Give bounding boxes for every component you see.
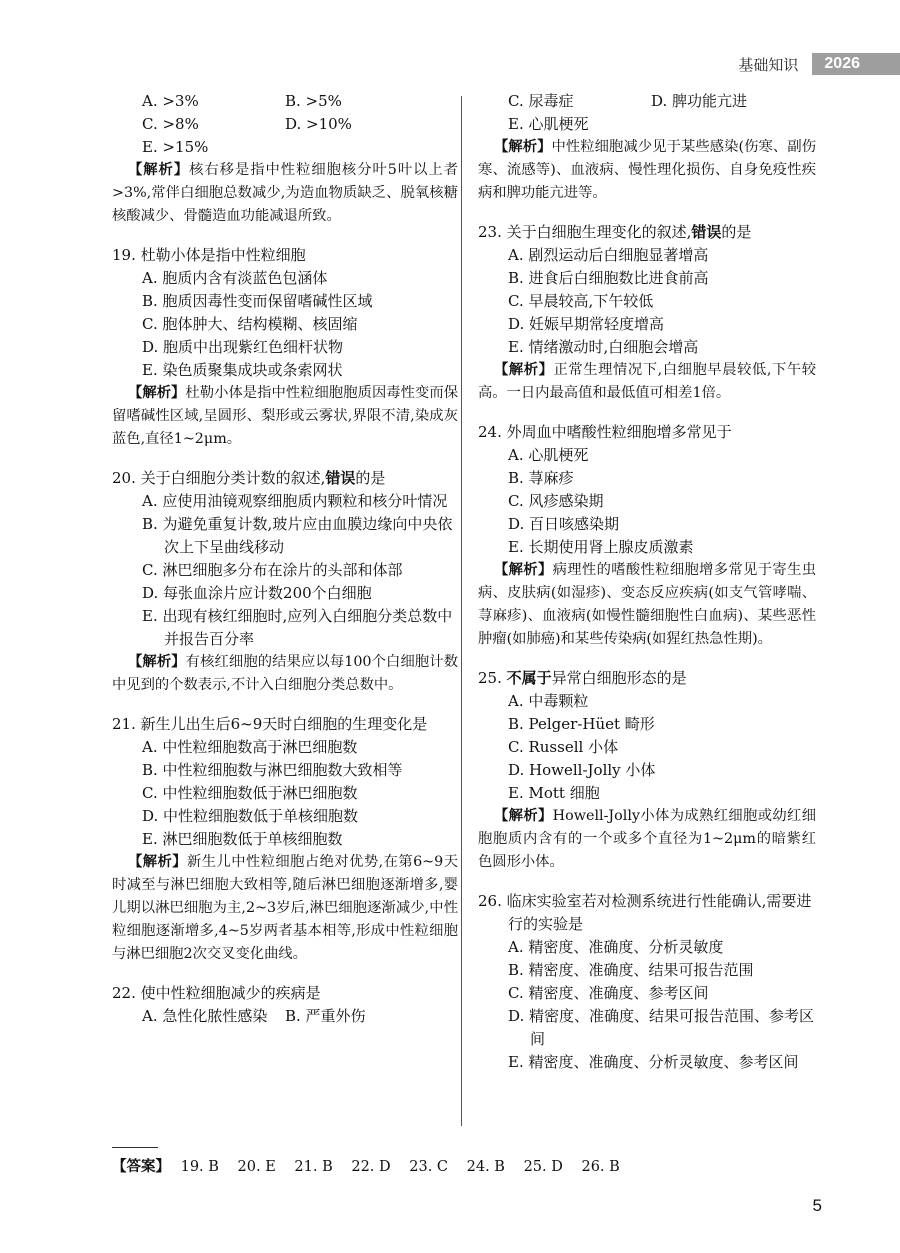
- option: C. 精密度、准确度、参考区间: [508, 984, 709, 1002]
- option: B. 精密度、准确度、结果可报告范围: [508, 961, 754, 979]
- option: B. 中性粒细胞数与淋巴细胞数大致相等: [142, 761, 403, 779]
- option: D. >10%: [285, 115, 352, 133]
- option: D. 妊娠早期常轻度增高: [508, 315, 665, 333]
- option: A. >3%: [142, 92, 199, 110]
- option: E. 精密度、准确度、分析灵敏度、参考区间: [508, 1053, 799, 1071]
- question-stem: 26. 临床实验室若对检测系统进行性能确认,需要进行的实验是: [478, 892, 812, 933]
- question-stem: [112, 467, 458, 490]
- question-stem: 19. 杜勒小体是指中性粒细胞: [112, 246, 306, 264]
- option: C. Russell 小体: [508, 738, 619, 756]
- answer-item: 21. B: [294, 1159, 333, 1175]
- explanation: [112, 651, 458, 697]
- column-divider: [461, 96, 462, 1126]
- explanation-tag: 【解析】: [494, 562, 553, 578]
- explanation: [112, 382, 458, 451]
- option: A. 中性粒细胞数高于淋巴细胞数: [142, 738, 358, 756]
- stem-text: 20. 关于白细胞分类计数的叙述,: [112, 469, 326, 487]
- option: E. 情绪激动时,白细胞会增高: [508, 338, 699, 356]
- option: D. 中性粒细胞数低于单核细胞数: [142, 807, 359, 825]
- explanation-text: 新生儿中性粒细胞占绝对优势,在第6~9天时减至与淋巴细胞大致相等,随后淋巴细胞逐渐增多,婴儿期以淋巴细胞为主,2~3岁后,淋巴细胞逐渐减少,中性粒细胞逐渐增多,4~5岁两者基本相等,形成中性粒细胞与淋巴细胞2次交叉变化曲线。: [112, 854, 458, 962]
- explanation: [112, 851, 458, 966]
- option: C. >8%: [142, 115, 199, 133]
- stem-text: 异常白细胞形态的是: [551, 669, 687, 687]
- answer-item: 26. B: [581, 1159, 620, 1175]
- option: A. 心肌梗死: [508, 446, 589, 464]
- explanation-tag: 【解析】: [128, 854, 187, 870]
- option: C. 早晨较高,下午较低: [508, 292, 654, 310]
- answer-item: 19. B: [180, 1159, 219, 1175]
- stem-emphasis: 错误: [691, 223, 722, 241]
- q18-options-row1: [142, 90, 458, 113]
- option: E. 长期使用肾上腺皮质激素: [508, 538, 694, 556]
- option: C. 中性粒细胞数低于淋巴细胞数: [142, 784, 358, 802]
- explanation-tag: 【解析】: [128, 654, 186, 670]
- explanation-text: 正常生理情况下,白细胞早晨较低,下午较高。一日内最高值和最低值可相差1倍。: [478, 362, 817, 401]
- option: D. 百日咳感染期: [508, 515, 620, 533]
- option: A. 急性化脓性感染: [142, 1007, 268, 1025]
- question-stem: 24. 外周血中嗜酸性粒细胞增多常见于: [478, 423, 732, 441]
- answer-key: [112, 1155, 634, 1176]
- q18-options-row2: [142, 113, 458, 136]
- option: D. 胞质中出现紫红色细杆状物: [142, 338, 344, 356]
- question-stem: 21. 新生儿出生后6~9天时白细胞的生理变化是: [112, 715, 428, 733]
- option: E. 淋巴细胞数低于单核细胞数: [142, 830, 343, 848]
- option: A. 剧烈运动后白细胞显著增高: [508, 246, 709, 264]
- running-header: [738, 52, 900, 76]
- stem-text: 的是: [355, 469, 386, 487]
- option: D. 每张血涂片应计数200个白细胞: [142, 584, 372, 602]
- option: B. 严重外伤: [285, 1007, 366, 1025]
- stem-emphasis: 不属于: [506, 669, 552, 687]
- explanation-text: 杜勒小体是指中性粒细胞胞质因毒性变而保留嗜碱性区域,呈圆形、梨形或云雾状,界限不清,染成灰蓝色,直径1~2μm。: [112, 385, 459, 447]
- answer-item: 23. C: [409, 1159, 449, 1175]
- stem-text: 的是: [721, 223, 752, 241]
- option: A. 胞质内含有淡蓝色包涵体: [142, 269, 328, 287]
- explanation: [478, 136, 816, 205]
- explanation-text: 中性粒细胞减少见于某些感染(伤寒、副伤寒、流感等)、血液病、慢性理化损伤、自身免疫性疾病和脾功能亢进等。: [478, 139, 816, 201]
- explanation-tag: 【解析】: [128, 385, 186, 401]
- footnote-rule: [112, 1147, 158, 1148]
- page-number: 5: [812, 1196, 822, 1215]
- option: B. 胞质因毒性变而保留嗜碱性区域: [142, 292, 373, 310]
- explanation: [478, 359, 816, 405]
- option: A. 中毒颗粒: [508, 692, 589, 710]
- q22-options-row2: [508, 90, 816, 113]
- stem-emphasis: 错误: [325, 469, 356, 487]
- explanation-text: 核右移是指中性粒细胞核分叶5叶以上者>3%,常伴白细胞总数减少,为造血物质缺乏、脱氧核糖核酸减少、骨髓造血功能减退所致。: [112, 162, 458, 224]
- question-stem: [478, 221, 816, 244]
- answer-item: 24. B: [466, 1159, 505, 1175]
- option: D. 精密度、准确度、结果可报告范围、参考区间: [508, 1007, 815, 1048]
- option: E. 心肌梗死: [508, 115, 589, 133]
- option: C. 风疹感染期: [508, 492, 604, 510]
- option: E. 出现有核红细胞时,应列入白细胞分类总数中并报告百分率: [142, 607, 453, 648]
- option: D. Howell-Jolly 小体: [508, 761, 656, 779]
- left-column: [112, 90, 458, 1028]
- right-column: [478, 90, 816, 1074]
- explanation-text: 病理性的嗜酸性粒细胞增多常见于寄生虫病、皮肤病(如湿疹)、变态反应疾病(如支气管哮喘、荨麻疹)、血液病(如慢性髓细胞性白血病)、某些恶性肿瘤(如肺癌)和某些传染病(如猩红热急性期)。: [478, 562, 817, 647]
- explanation: [478, 559, 816, 651]
- explanation: [112, 159, 458, 228]
- option: D. 脾功能亢进: [651, 92, 748, 110]
- option: B. >5%: [285, 92, 342, 110]
- option: E. >15%: [142, 138, 209, 156]
- explanation: [478, 805, 816, 874]
- question-stem: 22. 使中性粒细胞减少的疾病是: [112, 984, 321, 1002]
- q22-options-row1: [142, 1005, 458, 1028]
- option: B. Pelger-Hüet 畸形: [508, 715, 655, 733]
- option: C. 淋巴细胞多分布在涂片的头部和体部: [142, 561, 403, 579]
- explanation-text: 有核红细胞的结果应以每100个白细胞计数中见到的个数表示,不计入白细胞分类总数中。: [112, 654, 459, 693]
- explanation-tag: 【解析】: [494, 362, 554, 378]
- explanation-tag: 【解析】: [128, 162, 190, 178]
- answer-item: 25. D: [523, 1159, 563, 1175]
- header-year-badge: 2026: [812, 53, 900, 75]
- option: B. 进食后白细胞数比进食前高: [508, 269, 709, 287]
- option: B. 荨麻疹: [508, 469, 574, 487]
- explanation-tag: 【解析】: [494, 808, 553, 824]
- option: E. Mott 细胞: [508, 784, 600, 802]
- option: C. 尿毒症: [508, 92, 574, 110]
- explanation-text: Howell-Jolly小体为成熟红细胞或幼红细胞胞质内含有的一个或多个直径为1~2μm的暗紫红色圆形小体。: [478, 808, 816, 870]
- question-stem: [478, 667, 816, 690]
- stem-text: 23. 关于白细胞生理变化的叙述,: [478, 223, 692, 241]
- answer-item: 22. D: [351, 1159, 391, 1175]
- header-title: 基础知识: [738, 56, 799, 74]
- answer-item: 20. E: [237, 1159, 276, 1175]
- explanation-tag: 【解析】: [494, 139, 552, 155]
- option: C. 胞体肿大、结构模糊、核固缩: [142, 315, 358, 333]
- option: A. 精密度、准确度、分析灵敏度: [508, 938, 724, 956]
- option: E. 染色质聚集成块或条索网状: [142, 361, 343, 379]
- stem-number: 25.: [478, 669, 507, 687]
- option: A. 应使用油镜观察细胞质内颗粒和核分叶情况: [142, 492, 448, 510]
- option: B. 为避免重复计数,玻片应由血膜边缘向中央依次上下呈曲线移动: [142, 515, 453, 556]
- answer-key-label: 【答案】: [112, 1158, 170, 1175]
